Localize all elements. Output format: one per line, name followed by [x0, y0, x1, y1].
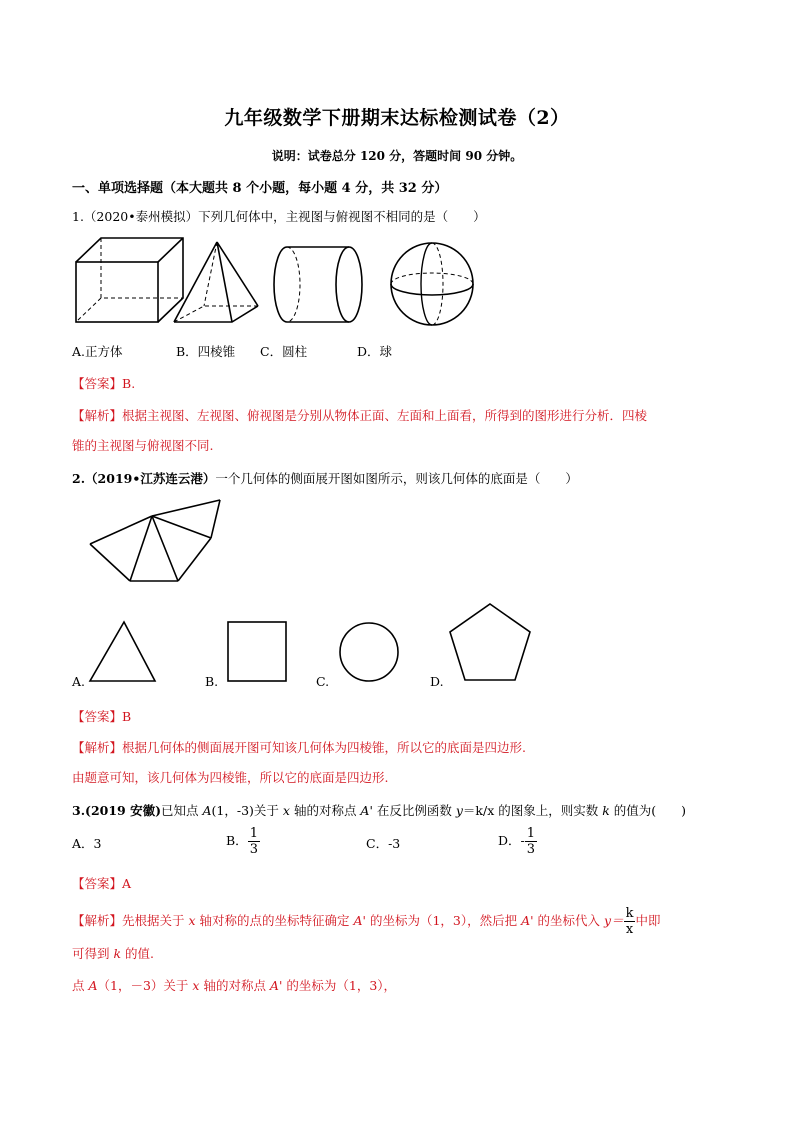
q3-option-a: A．3	[72, 836, 102, 851]
q3-stem-part: (1，-3)关于	[211, 803, 283, 818]
answer-value: B.	[122, 376, 136, 391]
q3-point: A'	[521, 913, 534, 928]
triangle-figure	[90, 622, 155, 681]
fraction-numerator: 1	[526, 826, 536, 841]
q2-option-a: A.	[72, 674, 86, 689]
section-heading: 一、单项选择题（本大题共 8 个小题，每小题 4 分，共 32 分）	[72, 181, 448, 196]
q3-var: x	[282, 803, 290, 818]
q3-analysis-line1	[72, 906, 660, 937]
analysis-text: 的坐标为（1，3），	[282, 978, 397, 993]
q3-source: 3.(2019 安徽)	[72, 803, 162, 818]
analysis-text: 中即	[635, 913, 661, 928]
q2-option-c: C.	[316, 674, 330, 689]
q3-stem-part: 的值为( )	[609, 803, 687, 818]
q2-analysis-line2: 由题意可知，该几何体为四棱锥，所以它的底面是四边形.	[72, 770, 389, 785]
answer-value: A	[122, 876, 132, 891]
answer-value: B	[122, 709, 132, 724]
fraction	[624, 906, 636, 937]
analysis-tag: 【解析】	[72, 913, 123, 928]
lateral-net-figure	[90, 500, 220, 581]
fraction-denominator: 3	[526, 842, 536, 857]
q3-point: A'	[353, 913, 366, 928]
analysis-text: （1，－3）关于	[97, 978, 193, 993]
answer-tag: 【答案】	[72, 376, 123, 391]
q3-var: k	[602, 803, 610, 818]
analysis-text: 根据主视图、左视图、俯视图是分别从物体正面、左面和上面看，所得到的图形进行分析．四棱	[122, 408, 648, 423]
q3-point: A'	[360, 803, 373, 818]
q3-stem-part: ＝k/x 的图象上，则实数	[462, 803, 603, 818]
answer-tag: 【答案】	[72, 876, 123, 891]
analysis-text: 的坐标为（1，3），然后把	[365, 913, 522, 928]
analysis-text: 的值.	[121, 946, 155, 961]
option-label: B．	[226, 833, 248, 848]
pentagon-figure	[450, 604, 530, 680]
q2-option-b: B.	[205, 674, 219, 689]
q3-var: x	[192, 978, 200, 993]
analysis-text: 的坐标代入	[533, 913, 605, 928]
q1-option-a: A.正方体	[72, 344, 123, 359]
q2-stem-text: 一个几何体的侧面展开图如图所示，则该几何体的底面是（ ）	[215, 471, 578, 486]
q1-option-c: C．圆柱	[260, 344, 308, 359]
analysis-text: 先根据关于	[122, 913, 189, 928]
analysis-tag: 【解析】	[72, 740, 123, 755]
analysis-text: 轴的对称点	[199, 978, 270, 993]
q3-analysis-line2	[72, 944, 154, 962]
q3-var: x	[188, 913, 196, 928]
q3-point: A	[202, 803, 212, 818]
q3-option-d	[498, 826, 537, 857]
option-label: D．-	[498, 833, 525, 848]
q2-option-d: D.	[430, 674, 444, 689]
exam-instructions: 说明：试卷总分 120 分，答题时间 90 分钟。	[271, 149, 523, 163]
fraction-numerator: 1	[249, 826, 258, 841]
page-title: 九年级数学下册期末达标检测试卷（2）	[224, 107, 570, 129]
circle-figure	[340, 623, 398, 681]
q2-source: 2.（2019•江苏连云港）	[72, 471, 216, 486]
q3-stem-part: 已知点	[161, 803, 203, 818]
analysis-tag: 【解析】	[72, 408, 123, 423]
q3-answer	[72, 874, 131, 892]
square-figure	[228, 622, 286, 681]
fraction-denominator: x	[625, 922, 634, 937]
analysis-text: 根据几何体的侧面展开图可知该几何体为四棱锥，所以它的底面是四边形.	[122, 740, 526, 755]
q3-point: A'	[269, 978, 283, 993]
fraction-denominator: 3	[249, 842, 258, 857]
q3-var: y	[455, 803, 463, 818]
analysis-text: 点	[72, 978, 89, 993]
q1-option-d: D．球	[357, 344, 393, 359]
q3-point: A	[88, 978, 98, 993]
q2-analysis-line1	[72, 738, 526, 756]
question-3-stem	[72, 801, 686, 819]
q1-analysis-line2: 锥的主视图与俯视图不同.	[72, 438, 214, 453]
answer-tag: 【答案】	[72, 709, 123, 724]
q3-equation: y＝	[604, 913, 624, 928]
q3-option-c: C．-3	[366, 836, 401, 851]
q1-option-b: B．四棱锥	[176, 344, 236, 359]
q3-stem-part: 轴的对称点	[289, 803, 361, 818]
fraction	[525, 826, 537, 857]
analysis-text: 轴对称的点的坐标特征确定	[195, 913, 354, 928]
q3-stem-part: 在反比例函数	[372, 803, 456, 818]
q3-analysis-line3	[72, 976, 396, 994]
q3-var: k	[113, 946, 122, 961]
fraction-numerator: k	[625, 906, 634, 921]
question-1-stem: 1.（2020•泰州模拟）下列几何体中，主视图与俯视图不相同的是（ ）	[72, 209, 486, 224]
fraction	[248, 826, 260, 857]
q2-answer	[72, 707, 131, 725]
q3-option-b	[226, 826, 260, 857]
analysis-text: 可得到	[72, 946, 114, 961]
